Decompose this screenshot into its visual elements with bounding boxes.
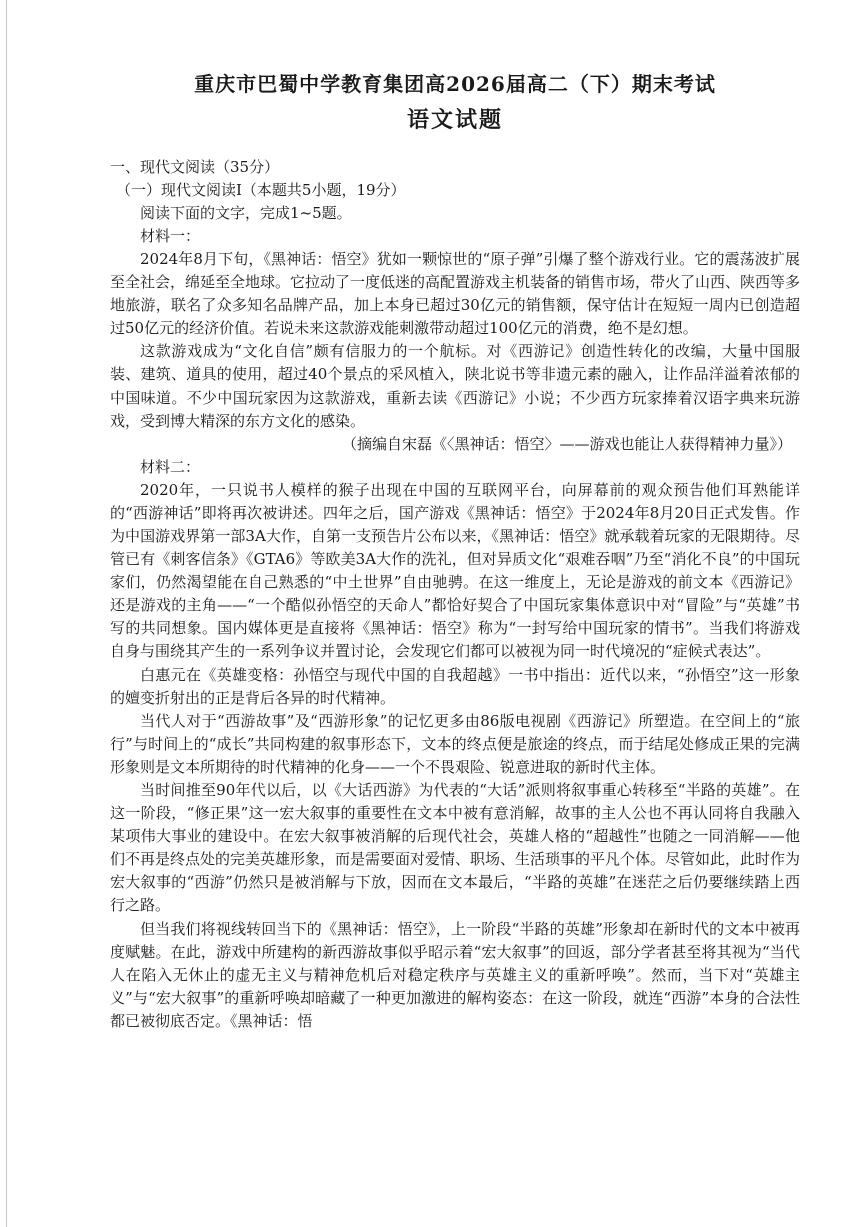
reading-instruction: 阅读下面的文字，完成1~5题。 bbox=[140, 204, 352, 222]
material-2-paragraph: 当时间推至90年代以后，以《大话西游》为代表的“大话”派则将叙事重心转移至“半路的英雄”。在这一阶段，“修正果”这一宏大叙事的重要性在文本中被有意消解，故事的主人公也不再认同将自我融入某项伟大事业的建设中。在宏大叙事被消解的后现代社会，英雄人格的“超越性”也随之一同消解——他们不再是终点处的完美英雄形象，而是需要面对爱情、职场、生活琐事的平凡个体。尽管如此，此时作为宏大叙事的“西游”仍然只是被消解与下放，因而在文本最后，“半路的英雄”在迷茫之后仍要继续踏上西行之路。 bbox=[110, 780, 801, 915]
material-1-paragraph: 这款游戏成为“文化自信”颇有信服力的一个航标。对《西游记》创造性转化的改编，大量中国服装、建筑、道具的使用，超过40个景点的采风植入，陕北说书等非遗元素的融入，让作品洋溢着浓郁的中国味道。不少中国玩家因为这款游戏，重新去读《西游记》小说；不少西方玩家捧着汉语字典来玩游戏，受到博大精深的东方文化的感染。 bbox=[110, 342, 800, 430]
material-2-paragraph: 当代人对于“西游故事”及“西游形象”的记忆更多由86版电视剧《西游记》所塑造。在空间上的“旅行”与时间上的“成长”共同构建的叙事形态下，文本的终点便是旅途的终点，而于结尾处修成正果的完满形象则是文本所期待的时代精神的化身——一个不畏艰险、锐意进取的新时代主体。 bbox=[110, 711, 800, 776]
material-2-label: 材料二： bbox=[140, 457, 201, 476]
section-heading: 一、现代文阅读（35分） bbox=[110, 158, 280, 176]
material-2-paragraph: 白惠元在《英雄变格：孙悟空与现代中国的自我超越》一书中指出：近代以来，“孙悟空”这一形象的嬗变折射出的正是背后各异的时代精神。 bbox=[110, 665, 800, 707]
material-1-source: （摘编自宋磊《〈黑神话：悟空〉——游戏也能让人获得精神力量》） bbox=[341, 434, 792, 453]
material-1-paragraph: 2024年8月下旬，《黑神话：悟空》犹如一颗惊世的“原子弹”引爆了整个游戏行业。它的震荡波扩展至全社会，绵延至全地球。它拉动了一度低迷的高配置游戏主机装备的销售市场，带火了山西、陕西等多地旅游，联名了众多知名品牌产品，加上本身已超过30亿元的销售额，保守估计在短短一周内已创造超过50亿元的经济价值。若说未来这款游戏能刺激带动超过100亿元的消费，绝不是幻想。 bbox=[110, 250, 801, 338]
subsection-heading: （一）现代文阅读Ⅰ（本题共5小题，19分） bbox=[116, 181, 406, 199]
exam-title: 重庆市巴蜀中学教育集团高2026届高二（下）期末考试 bbox=[194, 72, 716, 96]
exam-page bbox=[110, 68, 800, 1033]
material-2-paragraph: 但当我们将视线转回当下的《黑神话：悟空》，上一阶段“半路的英雄”形象却在新时代的文本中被再度赋魅。在此，游戏中所建构的新西游故事似乎昭示着“宏大叙事”的回返，部分学者甚至将其视为“当代人在陷入无休止的虚无主义与精神危机后对稳定秩序与英雄主义的重新呼唤”。然而，当下对“英雄主义”与“宏大叙事”的重新呼唤却暗藏了一种更加激进的解构姿态：在这一阶段，就连“西游”本身的合法性都已被彻底否定。《黑神话：悟 bbox=[110, 919, 800, 1030]
material-2-paragraph: 2020年，一只说书人模样的猴子出现在中国的互联网平台，向屏幕前的观众预告他们耳熟能详的“西游神话”即将再次被讲述。四年之后，国产游戏《黑神话：悟空》于2024年8月20日正式发售。作为中国游戏界第一部3A大作，自第一支预告片公布以来，《黑神话：悟空》就承载着玩家的无限期待。尽管已有《刺客信条》《GTA6》等欧美3A大作的洗礼，但对异质文化“艰难吞咽”乃至“消化不良”的中国玩家们，仍然渴望能在自己熟悉的“中土世界”自由驰骋。在这一维度上，无论是游戏的前文本《西游记》还是游戏的主角——“一个酷似孙悟空的天命人”都恰好契合了中国玩家集体意识中对“冒险”与“英雄”书写的共同想象。国内媒体更是直接将《黑神话：悟空》称为“一封写给中国玩家的情书”。当我们将游戏自身与围绕其产生的一系列争议并置讨论，会发现它们都可以被视为同一时代境况的“症候式表达”。 bbox=[110, 480, 800, 661]
material-1-label: 材料一： bbox=[140, 227, 201, 245]
scan-page-edge bbox=[6, 0, 7, 1227]
subject-title: 语文试题 bbox=[406, 107, 503, 133]
